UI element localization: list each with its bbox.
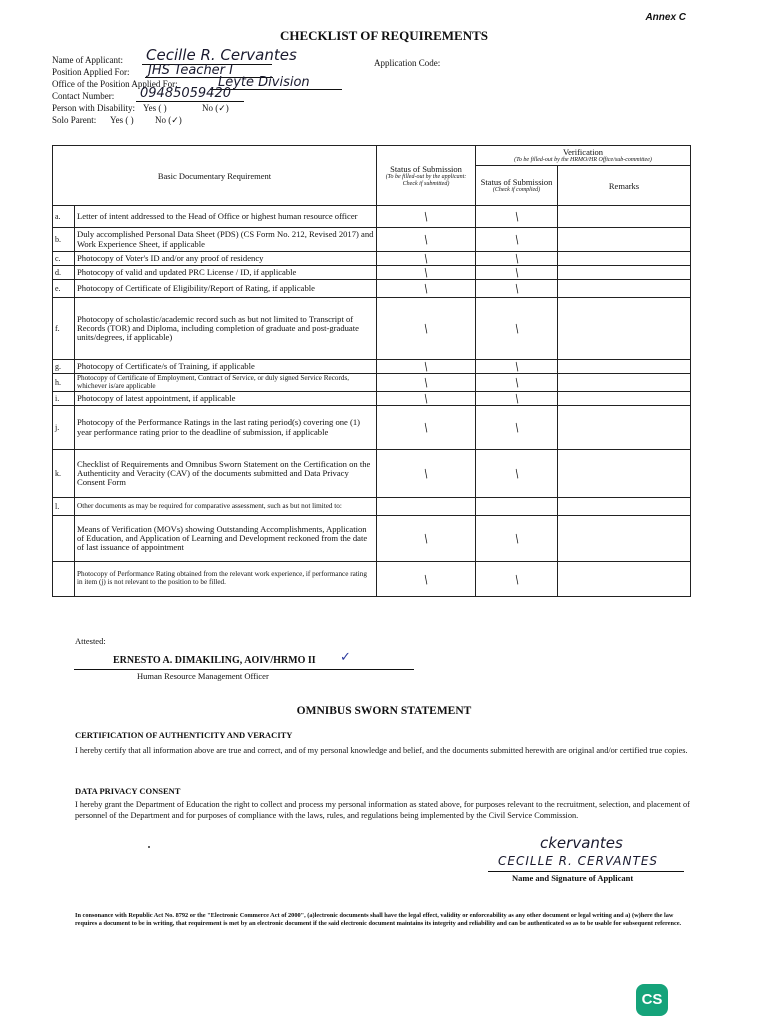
row-remarks — [558, 280, 691, 298]
check-mark-icon: / — [419, 571, 433, 587]
row-verified-check — [476, 450, 558, 498]
row-requirement: Photocopy of Certificate of Employment, Contract of Service, or duly signed Service Records, whichever is/are applicable — [75, 374, 377, 392]
row-remarks — [558, 392, 691, 406]
row-verified-check — [476, 374, 558, 392]
row-applicant-check — [377, 360, 476, 374]
row-verified-check — [476, 252, 558, 266]
table-row — [53, 406, 691, 450]
check-mark-icon: / — [419, 232, 433, 247]
check-mark-icon: / — [419, 281, 433, 296]
row-letter: h. — [53, 374, 75, 392]
table-row — [53, 228, 691, 252]
row-requirement: Duly accomplished Personal Data Sheet (PDS) (CS Form No. 212, Revised 2017) and Work Experience Sheet, if applicable — [75, 228, 377, 252]
row-letter: g. — [53, 360, 75, 374]
check-mark-icon: / — [510, 321, 523, 336]
row-letter: k. — [53, 450, 75, 498]
table-row — [53, 206, 691, 228]
cav-heading: CERTIFICATION OF AUTHENTICITY AND VERACITY — [75, 730, 293, 740]
table-row — [53, 498, 691, 516]
table-row — [53, 562, 691, 597]
row-requirement: Photocopy of scholastic/academic record such as but not limited to Transcript of Records (TOR) and Diploma, including completion of graduate and post-graduate units/degrees, if applicable) — [75, 298, 377, 360]
dpc-text: I hereby grant the Department of Education the right to collect and process my personal information as stated above, for purposes relevant to the recruitment, selection, and placement of personnel of the Department and for purposes of compliance with the laws, rules, and regulations being implemented by the Civil Service Commission. — [75, 800, 690, 821]
attested-name: ERNESTO A. DIMAKILING, AOIV/HRMO II — [113, 655, 316, 666]
row-requirement: Photocopy of Performance Rating obtained from the relevant work experience, if performance rating in item (j) is not relevant to the position to be filled. — [75, 562, 377, 597]
name-value: Cecille R. Cervantes — [146, 46, 297, 64]
row-letter: e. — [53, 280, 75, 298]
row-applicant-check — [377, 228, 476, 252]
attested-initial: ✓ — [340, 650, 351, 665]
dpc-heading: DATA PRIVACY CONSENT — [75, 786, 181, 796]
cav-text: I hereby certify that all information above are true and correct, and of my personal knowledge and belief, and the documents submitted herewith are original and/or certified true copies. — [75, 746, 688, 755]
row-letter — [53, 516, 75, 562]
row-letter: d. — [53, 266, 75, 280]
row-verified-check — [476, 392, 558, 406]
name-label: Name of Applicant: — [52, 55, 123, 65]
row-applicant-check — [377, 374, 476, 392]
attested-position: Human Resource Management Officer — [137, 671, 269, 681]
row-remarks — [558, 406, 691, 450]
pwd-label: Person with Disability: — [52, 103, 135, 113]
omnibus-title: OMNIBUS SWORN STATEMENT — [296, 705, 472, 717]
row-applicant-check — [377, 498, 476, 516]
check-mark-icon: / — [419, 531, 433, 546]
check-mark-icon: / — [510, 251, 523, 266]
row-verified-check — [476, 360, 558, 374]
check-mark-icon: / — [419, 359, 433, 374]
check-mark-icon: / — [419, 375, 433, 390]
row-remarks — [558, 450, 691, 498]
camscanner-badge: CS — [636, 984, 668, 1016]
check-mark-icon: / — [419, 420, 433, 435]
check-mark-icon: / — [419, 466, 433, 481]
row-requirement: Checklist of Requirements and Omnibus Sworn Statement on the Certification on the Authenticity and Veracity (CAV) of the documents submitted and Data Privacy Consent Form — [75, 450, 377, 498]
contact-label: Contact Number: — [52, 91, 115, 101]
table-row — [53, 516, 691, 562]
verification-header — [476, 146, 691, 166]
row-remarks — [558, 252, 691, 266]
stray-dot — [148, 846, 150, 848]
check-mark-icon: / — [419, 321, 433, 336]
check-mark-icon: / — [510, 391, 523, 406]
check-mark-icon: / — [419, 251, 433, 266]
applicant-printed-name: CECILLE R. CERVANTES — [498, 854, 659, 868]
signature-label: Name and Signature of Applicant — [512, 873, 634, 883]
check-mark-icon: / — [510, 232, 523, 247]
row-remarks — [558, 228, 691, 252]
row-applicant-check — [377, 450, 476, 498]
row-remarks — [558, 266, 691, 280]
table-row — [53, 360, 691, 374]
pwd-yes: Yes ( ) — [143, 103, 167, 113]
office-label: Office of the Position Applied For: — [52, 79, 178, 89]
table-row — [53, 298, 691, 360]
row-letter: i. — [53, 392, 75, 406]
row-applicant-check — [377, 562, 476, 597]
check-mark-icon: / — [510, 420, 523, 435]
row-verified-check — [476, 298, 558, 360]
footnote: In consonance with Republic Act No. 8792 or the "Electronic Commerce Act of 2000", (a)lectronic documents shall have the legal effect, validity or enforceability as any other document or legal writing and a) (w)here the law requires a document to be in writing, that requirement is met by an electronic document if the said electronic document maintains its integrity and reliability and can be authenticated so as to be usable for subsequent reference. — [75, 912, 682, 928]
row-remarks — [558, 360, 691, 374]
row-applicant-check — [377, 516, 476, 562]
check-mark-icon: / — [510, 209, 523, 224]
row-letter: b. — [53, 228, 75, 252]
row-letter: c. — [53, 252, 75, 266]
row-requirement: Other documents as may be required for comparative assessment, such as but not limited to: — [75, 498, 377, 516]
row-remarks — [558, 516, 691, 562]
annex-label: Annex C — [645, 12, 686, 23]
col-ver-status-header — [476, 166, 558, 206]
row-remarks — [558, 374, 691, 392]
check-mark-icon: / — [510, 281, 523, 296]
requirements-table — [52, 145, 691, 597]
row-remarks — [558, 562, 691, 597]
row-letter: j. — [53, 406, 75, 450]
row-applicant-check — [377, 280, 476, 298]
row-applicant-check — [377, 392, 476, 406]
check-mark-icon: / — [510, 531, 523, 546]
row-verified-check — [476, 228, 558, 252]
row-remarks — [558, 498, 691, 516]
row-applicant-check — [377, 206, 476, 228]
row-requirement: Photocopy of the Performance Ratings in the last rating period(s) covering one (1) year performance rating prior to the deadline of submission, if applicable — [75, 406, 377, 450]
check-mark-icon: / — [510, 466, 523, 481]
table-row — [53, 266, 691, 280]
row-requirement: Photocopy of valid and updated PRC License / ID, if applicable — [75, 266, 377, 280]
check-mark-icon: / — [419, 391, 433, 406]
check-mark-icon: / — [419, 209, 433, 224]
row-verified-check — [476, 280, 558, 298]
row-requirement: Photocopy of Certificate/s of Training, if applicable — [75, 360, 377, 374]
solo-parent-yes: Yes ( ) — [110, 115, 134, 125]
table-row — [53, 374, 691, 392]
office-value: Leyte Division — [218, 75, 310, 90]
solo-parent-label: Solo Parent: — [52, 115, 97, 125]
application-code-label: Application Code: — [374, 58, 441, 68]
col-ver-status-note: (Check if complied) — [492, 187, 541, 194]
row-verified-check — [476, 516, 558, 562]
row-verified-check — [476, 562, 558, 597]
row-letter: l. — [53, 498, 75, 516]
row-requirement: Photocopy of latest appointment, if applicable — [75, 392, 377, 406]
applicant-signature: ckervantes — [540, 834, 623, 852]
row-applicant-check — [377, 252, 476, 266]
check-mark-icon: / — [510, 359, 523, 374]
col-ver-status-label: Status of Submission — [480, 177, 553, 188]
check-mark-icon: / — [510, 265, 523, 280]
col-status-label: Status of Submission — [390, 163, 462, 174]
position-label: Position Applied For: — [52, 67, 130, 77]
check-mark-icon: / — [510, 571, 523, 587]
row-requirement: Letter of intent addressed to the Head of Office or highest human resource officer — [75, 206, 377, 228]
row-verified-check — [476, 206, 558, 228]
document-title: CHECKLIST OF REQUIREMENTS — [279, 28, 489, 43]
row-remarks — [558, 298, 691, 360]
row-letter — [53, 562, 75, 597]
attested-label: Attested: — [75, 636, 106, 646]
row-applicant-check — [377, 298, 476, 360]
col-requirement-header: Basic Documentary Requirement — [53, 146, 377, 206]
row-letter: f. — [53, 298, 75, 360]
col-status-note: (To be filled-out by the applicant: Check if submitted) — [385, 173, 467, 187]
row-applicant-check — [377, 266, 476, 280]
check-mark-icon: / — [419, 265, 433, 280]
row-verified-check — [476, 266, 558, 280]
row-requirement: Photocopy of Certificate of Eligibility/Report of Rating, if applicable — [75, 280, 377, 298]
table-row — [53, 252, 691, 266]
row-verified-check — [476, 406, 558, 450]
col-status-header — [377, 146, 476, 206]
col-remarks-header: Remarks — [558, 166, 691, 206]
table-row — [53, 450, 691, 498]
row-verified-check — [476, 498, 558, 516]
row-letter: a. — [53, 206, 75, 228]
row-applicant-check — [377, 406, 476, 450]
verification-note: (To be filled-out by the HRMO/HR Office/sub-committee) — [514, 157, 652, 164]
verification-label: Verification — [562, 147, 604, 158]
row-requirement: Means of Verification (MOVs) showing Outstanding Accomplishments, Application of Education, and Application of Learning and Development reckoned from the date of last issuance of appointment — [75, 516, 377, 562]
check-mark-icon: / — [510, 375, 523, 390]
table-row — [53, 392, 691, 406]
table-row — [53, 280, 691, 298]
contact-value: 09485059420 — [140, 86, 231, 101]
row-remarks — [558, 206, 691, 228]
solo-parent-no: No (✓) — [155, 115, 182, 125]
pwd-no: No (✓) — [202, 103, 229, 113]
position-value: JHS Teacher I — [148, 63, 233, 78]
row-requirement: Photocopy of Voter's ID and/or any proof of residency — [75, 252, 377, 266]
